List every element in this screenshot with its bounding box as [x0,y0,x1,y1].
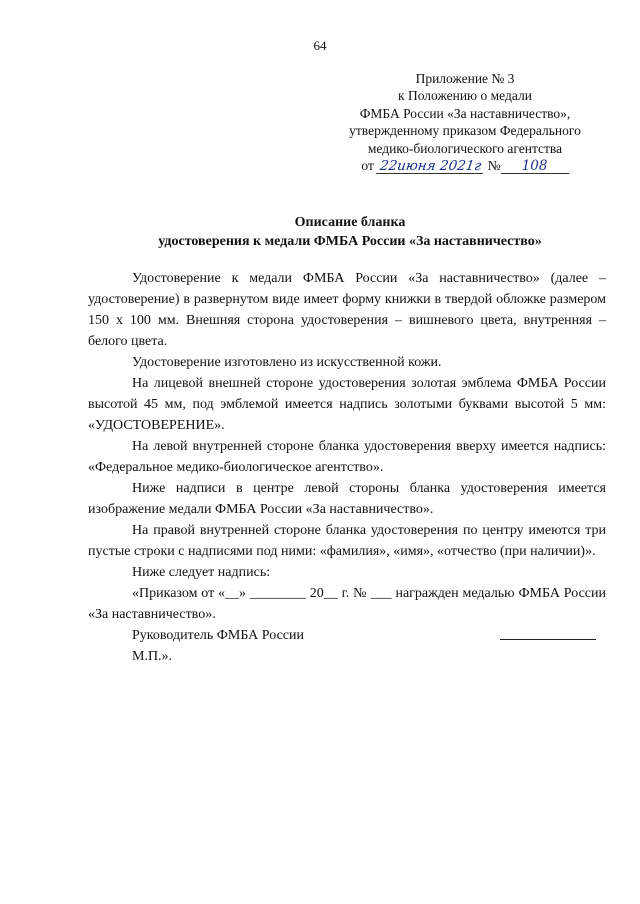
date-number-line [330,157,600,174]
paragraph: Ниже надписи в центре левой стороны бланка удостоверения имеется изображение медали ФМБА России «За наставничество». [88,481,606,517]
handwritten-date: 22июня 2021г [376,159,485,174]
seal-label: М.П.». [132,649,173,664]
appendix-line: Приложение № 3 [415,71,515,86]
paragraph: Удостоверение к медали ФМБА России «За наставничество» (далее – удостоверение) в развернутом виде имеет форму книжки в твердой обложке размером 150 x 100 мм. Внешняя сторона удостоверения – вишневого цвета, внутренняя – белого цвета. [88,271,606,349]
signature-row [88,625,606,646]
appendix-line: ФМБА России «За наставничество», [359,105,571,121]
paragraph: «Приказом от «__» ________ 20__ г. № ___ награжден медалью ФМБА России «За наставничество». [88,586,606,622]
paragraph: На лицевой внешней стороне удостоверения золотая эмблема ФМБА России высотой 45 мм, под эмблемой имеется надпись золотыми буквами высотой 5 мм: «УДОСТОВЕРЕНИЕ». [88,376,606,433]
appendix-line: утвержденному приказом Федерального [349,123,581,139]
appendix-header [330,70,600,174]
page-number: 64 [313,38,327,53]
title-line: Описание бланка [294,215,406,230]
appendix-line: к Положению о медали [398,88,532,104]
appendix-line: медико-биологического агентства [367,140,563,156]
date-prefix: от [361,158,374,174]
paragraph: На левой внутренней стороне бланка удостоверения вверху имеется надпись: «Федеральное медико-биологическое агентство». [88,439,606,475]
document-body [88,268,606,667]
title-line: удостоверения к медали ФМБА России «За наставничество» [158,233,542,249]
signature-label: Руководитель ФМБА России [132,628,304,643]
document-title [80,214,620,251]
handwritten-number: 108 [501,159,569,174]
paragraph: Удостоверение изготовлено из искусственной кожи. [132,355,442,370]
paragraph: Ниже следует надпись: [132,565,271,580]
paragraph: На правой внутренней стороне бланка удостоверения по центру имеются три пустые строки с надписями под ними: «фамилия», «имя», «отчество (при наличии)». [88,523,606,559]
number-prefix: № [487,158,501,174]
signature-line [500,625,596,640]
